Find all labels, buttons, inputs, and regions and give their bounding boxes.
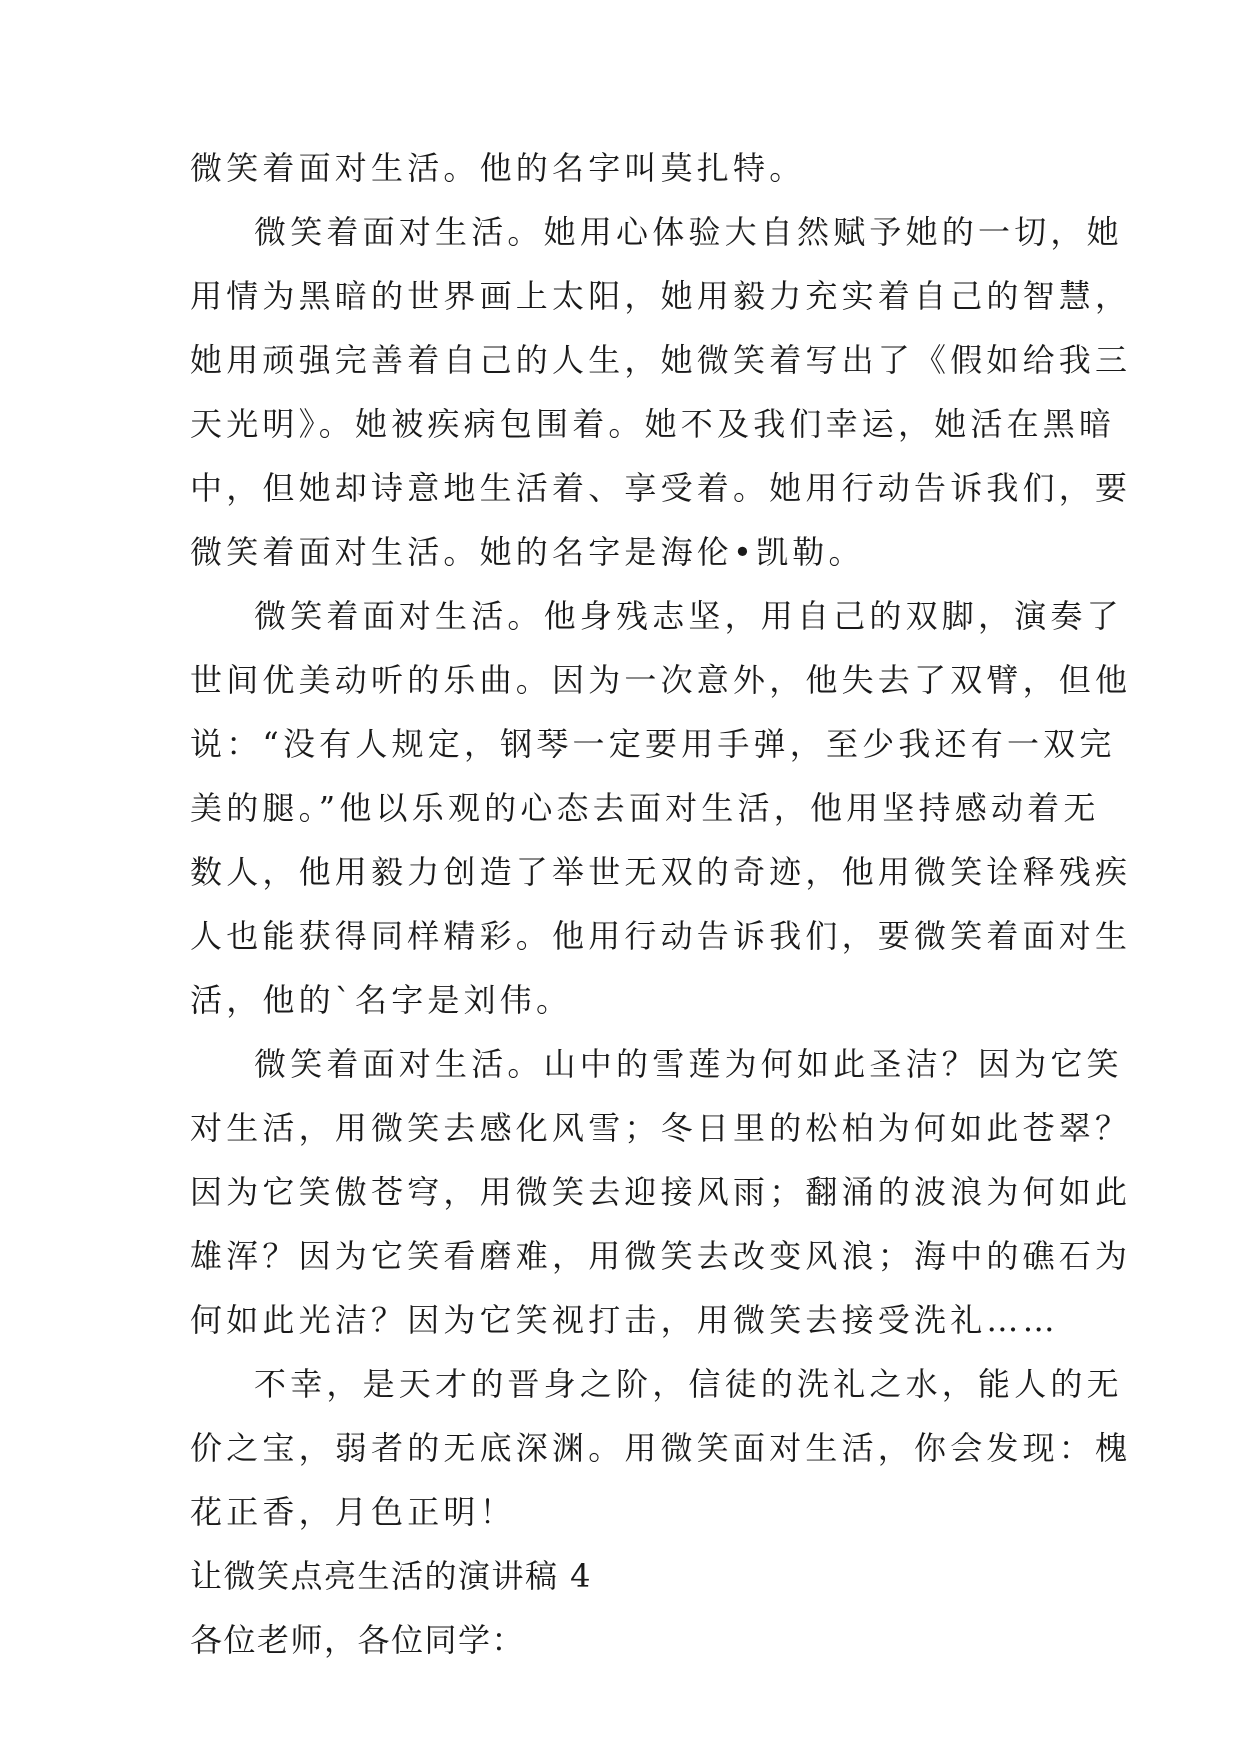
text-line: 微笑着面对生活。他的名字叫莫扎特。	[190, 149, 806, 187]
text-line: 人也能获得同样精彩。他用行动告诉我们，要微笑着面对生	[190, 917, 1132, 955]
text-line: 微笑着面对生活。她的名字是海伦•凯勒。	[190, 533, 865, 571]
text-line: 雄浑？因为它笑看磨难，用微笑去改变风浪；海中的礁石为	[190, 1237, 1132, 1275]
text-line: 微笑着面对生活。山中的雪莲为何如此圣洁？因为它笑	[254, 1045, 1123, 1083]
text-line: 中，但她却诗意地生活着、享受着。她用行动告诉我们，要	[190, 469, 1132, 507]
section-heading: 让微笑点亮生活的演讲稿 4	[190, 1557, 593, 1595]
text-line: 对生活，用微笑去感化风雪；冬日里的松柏为何如此苍翠？	[190, 1109, 1132, 1147]
text-line: 美的腿。”他以乐观的心态去面对生活，他用坚持感动着无	[190, 789, 1100, 827]
text-line: 价之宝，弱者的无底深渊。用微笑面对生活，你会发现：槐	[190, 1429, 1132, 1467]
text-line: 她用顽强完善着自己的人生，她微笑着写出了《假如给我三	[190, 341, 1132, 379]
text-line: 何如此光洁？因为它笑视打击，用微笑去接受洗礼……	[190, 1301, 1059, 1339]
text-line: 活，他的`名字是刘伟。	[190, 981, 573, 1019]
text-line: 因为它笑傲苍穹，用微笑去迎接风雨；翻涌的波浪为何如此	[190, 1173, 1132, 1211]
text-line: 微笑着面对生活。她用心体验大自然赋予她的一切，她	[254, 213, 1123, 251]
text-line: 花正香，月色正明！	[190, 1493, 516, 1531]
text-line: 说：“没有人规定，钢琴一定要用手弹，至少我还有一双完	[190, 725, 1116, 763]
text-line: 微笑着面对生活。他身残志坚，用自己的双脚，演奏了	[254, 597, 1123, 635]
text-line: 天光明》。她被疾病包围着。她不及我们幸运，她活在黑暗	[190, 405, 1116, 443]
salutation: 各位老师，各位同学：	[190, 1621, 526, 1659]
text-line: 用情为黑暗的世界画上太阳，她用毅力充实着自己的智慧，	[190, 277, 1132, 315]
text-line: 世间优美动听的乐曲。因为一次意外，他失去了双臂，但他	[190, 661, 1132, 699]
text-line: 数人，他用毅力创造了举世无双的奇迹，他用微笑诠释残疾	[190, 853, 1132, 891]
text-line: 不幸，是天才的晋身之阶，信徒的洗礼之水，能人的无	[254, 1365, 1123, 1403]
